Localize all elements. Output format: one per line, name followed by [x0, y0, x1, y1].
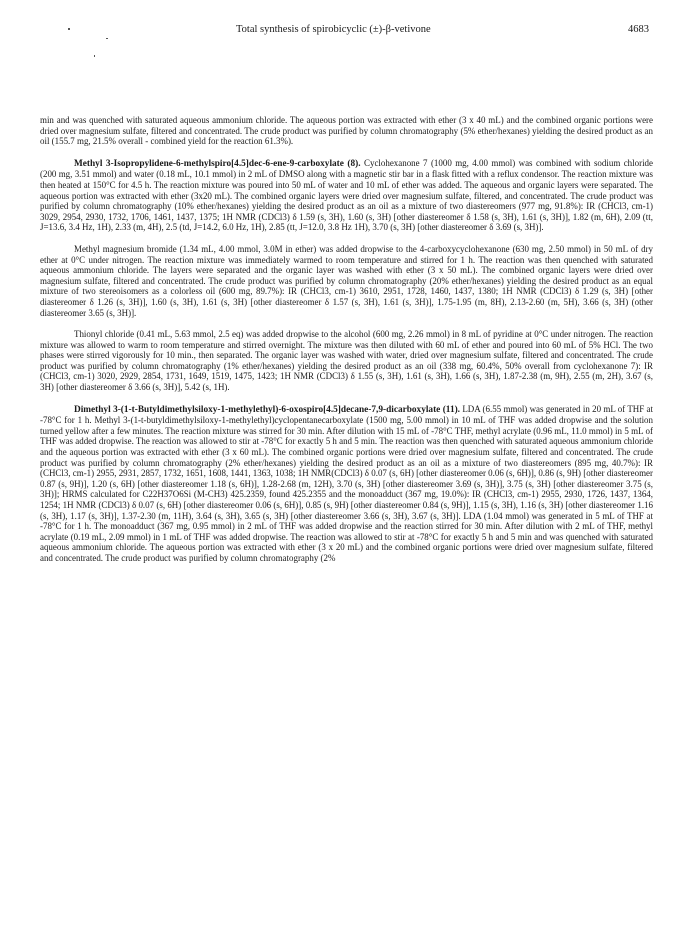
- page-number: 4683: [628, 24, 649, 35]
- scan-speck: [94, 55, 95, 57]
- article-body: [40, 115, 653, 575]
- running-title: Total synthesis of spirobicyclic (±)-β-vetivone: [236, 24, 431, 35]
- paragraph: [40, 115, 653, 147]
- scan-speck: [106, 38, 108, 39]
- compound-heading: Methyl 3-Isopropylidene-6-methylspiro[4.5]dec-6-ene-9-carboxylate (8).: [74, 158, 361, 169]
- running-header: [236, 24, 649, 40]
- paragraph: [40, 404, 653, 564]
- paragraph-text: LDA (6.55 mmol) was generated in 20 mL of THF at -78°C for 1 h. Methyl 3-(1-t-butyldimethylsiloxy-1-methylethyl)cyclopentanecarboxylate (1500 mg, 5.00 mmol) in 10 mL of THF was added dropwise and the solution turned yellow after a few minutes. The reaction mixture was stirred for 30 min. After dilution with 15 mL of -78°C THF, methyl acrylate (0.96 mL, 11.0 mmol) in 5 mL of THF was added dropwise. The reaction was allowed to stir at -78°C for exactly 5 h and 5 min. The reaction was then quenched with saturated aqueous ammonium chloride and the aqueous portion was extracted with ether (3 x 60 mL). The combined organic portions were dried over magnesium sulfate, filtered and concentrated. The crude product was purified by column chromatography (2% ether/hexanes) yielding the desired product as an oil as a mixture of two diastereomers (895 mg, 40.7%): IR (CHCl3, cm-1) 2955, 2931, 2857, 1732, 1651, 1608, 1441, 1363, 1038; 1H NMR(CDCl3) δ 0.07 (s, 6H) [other diastereomer 0.06 (s, 6H)], 0.86 (s, 9H) [other diastereomer 0.87 (s, 9H)], 1.20 (s, 6H) [other diastereomer 1.18 (s, 6H)], 1.28-2.68 (m, 12H), 3.70 (s, 3H) [other diastereomer 3.69 (s, 3H)], 3.75 (s, 3H) [other diastereomer 3.75 (s, 3H)]; HRMS calculated for C22H37O6Si (M-CH3) 425.2359, found 425.2355 and the monoadduct (367 mg, 19.0%): IR (CHCl3, cm-1) 2955, 2930, 1726, 1437, 1364, 1254; 1H NMR (CDCl3) δ 0.07 (s, 6H) [other diastereomer 0.06 (s, 6H)], 0.85 (s, 9H) [other diastereomer 0.84 (s, 9H)], 1.15 (s, 3H), 1.16 (s, 3H) [other diastereomer 1.16 (s, 3H), 1.17 (s, 3H)], 1.37-2.30 (m, 11H), 3.64 (s, 3H), 3.65 (s, 3H) [other diastereomer 3.66 (s, 3H), 3.67 (s, 3H)]. LDA (1.04 mmol) was generated in 5 mL of THF at -78°C for 1 h. The monoadduct (367 mg, 0.95 mmol) in 2 mL of THF was added dropwise and the reaction stirred for 30 min. After dilution with 2 mL of THF, methyl acrylate (0.19 mL, 2.09 mmol) in 1 mL of THF was added dropwise. The reaction was allowed to stir at -78°C for exactly 5 h and 5 min and was quenched with saturated aqueous ammonium chloride. The aqueous portion was extracted with ether (3 x 20 mL) and the combined organic portions were dried over magnesium sulfate, filtered and concentrated. The crude product was purified by column chromatography (2%: [40, 403, 653, 563]
- paragraph-text: Methyl magnesium bromide (1.34 mL, 4.00 mmol, 3.0M in ether) was added dropwise to the 4-carboxycyclohexanone (630 mg, 2.50 mmol) in 50 mL of dry ether at 0°C under nitrogen. The reaction mixture was immediately warmed to room temperature and stirred for 1 h. The reaction was then quenched with saturated aqueous ammonium chloride. The layers were separated and the organic layer was washed with ether (3 x 50 mL). The combined organic layers were dried over magnesium sulfate, filtered and concentrated. The crude product was purified by column chromatography (20% ether/hexanes) yielding the desired product as an equal mixture of two stereoisomers as a colorless oil (600 mg, 89.7%): IR (CHCl3, cm-1) 3610, 2951, 1728, 1460, 1437, 1380; 1H NMR (CDCl3) δ 1.29 (s, 3H) [other diastereomer δ 1.26 (s, 3H)], 1.60 (s, 3H), 1.61 (s, 3H) [other diastereomer δ 1.57 (s, 3H), 1.61 (s, 3H)], 1.75-1.95 (m, 8H), 2.13-2.60 (m, 5H), 3.66 (s, 3H) (other diastereomer 3.65 (s, 3H)].: [40, 243, 653, 318]
- paragraph-text: Thionyl chloride (0.41 mL, 5.63 mmol, 2.5 eq) was added dropwise to the alcohol (600 mg, 2.26 mmol) in 8 mL of pyridine at 0°C under nitrogen. The reaction mixture was allowed to warm to room temperature and stirred overnight. The mixture was then diluted with 60 mL of ether and poured into 60 mL of 5% HCl. The two phases were stirred vigorously for 10 min., then separated. The organic layer was washed with water, dried over magnesium sulfate, filtered and concentrated. The crude product was purified by column chromatography (1% ether/hexanes) yielding the desired product as an oil (338 mg, 60.4%, 50% overall from cyclohexanone 7): IR (CHCl3, cm-1) 3020, 2929, 2854, 1731, 1649, 1519, 1475, 1423; 1H NMR (CDCl3) δ 1.55 (s, 3H), 1.61 (s, 3H), 1.66 (s, 3H), 1.87-2.38 (m, 9H), 2.55 (m, 2H), 3.67 (s, 3H) [other diastereomer δ 3.66 (s, 3H)], 5.42 (s, 1H).: [40, 329, 653, 393]
- paragraph: [40, 158, 653, 233]
- paragraph: [40, 329, 653, 393]
- paragraph: [40, 244, 653, 318]
- paragraph-text: Cyclohexanone 7 (1000 mg, 4.00 mmol) was combined with sodium chloride (200 mg, 3.51 mmol) and water (0.18 mL, 10.1 mmol) in 2 mL of DMSO along with a magnetic stir bar in a flask fitted with a reflux condensor. The reaction mixture was then heated at 150°C for 4.5 h. The reaction mixture was poured into 50 mL of water and 10 mL of ether was added. The aqueous and organic layers were separated. The aqueous portion was extracted with ether (3x20 mL). The combined organic layers were dried over magnesium sulfate, filtered, and concentrated. The crude product was purified by column chromatography (10% ether/hexanes) yielding the desired product as an oil as a mixture of two diastereomers (977 mg, 91.8%): IR (CHCl3, cm-1) 3029, 2954, 2930, 1732, 1706, 1461, 1437, 1375; 1H NMR (CDCl3) δ 1.59 (s, 3H), 1.60 (s, 3H) [other diastereomer δ 1.58 (s, 3H), 1.61 (s, 3H)], 1.82 (m, 6H), 2.09 (tt, J=13.6, 3.4 Hz, 1H), 2.33 (m, 4H), 2.5 (td, J=14.2, 6.0 Hz, 1H), 2.85 (tt, J=12.0, 3.8 Hz 1H), 3.70 (s, 3H) [other diastereomer δ 3.69 (s, 3H)].: [40, 157, 653, 233]
- paragraph-text: min and was quenched with saturated aqueous ammonium chloride. The aqueous portion was extracted with ether (3 x 40 mL) and the combined organic portions were dried over magnesium sulfate, filtered and concentrated. The crude product was purified by column chromatography (5% ether/hexanes) yielding the desired product as an oil (155.7 mg, 21.5% overall - combined yield for the reaction 61.3%).: [40, 115, 653, 147]
- scan-speck: [68, 28, 70, 30]
- compound-heading: Dimethyl 3-(1-t-Butyldimethylsiloxy-1-methylethyl)-6-oxospiro[4.5]decane-7,9-dicarboxylate (11).: [74, 404, 461, 415]
